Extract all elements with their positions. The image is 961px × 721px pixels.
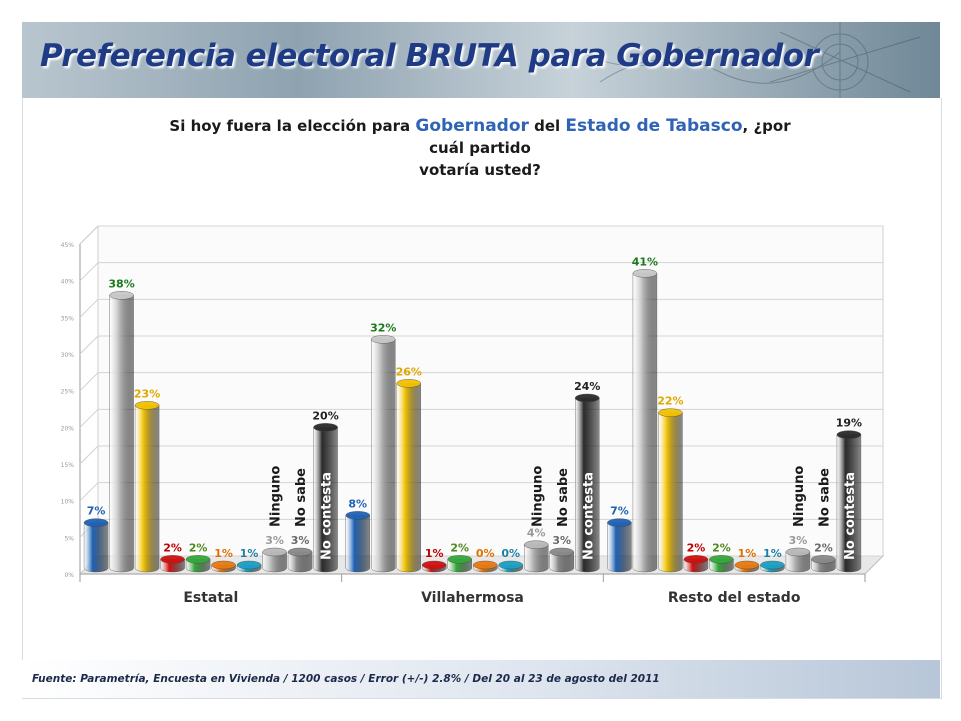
data-label: 1% <box>737 547 757 560</box>
bar-top <box>760 561 784 569</box>
bar-top <box>110 291 134 299</box>
category-label: Villahermosa <box>421 590 524 606</box>
bar-top <box>575 394 599 402</box>
series-name-label: No sabe <box>294 468 310 527</box>
gridline-depth <box>80 483 98 501</box>
data-label: 2% <box>814 541 833 555</box>
bar-top <box>811 555 835 563</box>
data-label: 7% <box>610 504 629 518</box>
bar-pri <box>633 273 657 572</box>
question-text-1: Si hoy fuera la elección para <box>169 117 416 135</box>
series-name-label: Ninguno <box>268 465 284 527</box>
bar-top <box>658 409 682 417</box>
data-label: 4% <box>526 526 546 540</box>
data-label: 20% <box>312 409 339 423</box>
series-name-label: No contesta <box>842 472 858 560</box>
data-label: 2% <box>188 541 208 555</box>
question-highlight-gobernador: Gobernador <box>415 116 529 136</box>
bar-top <box>346 511 370 519</box>
data-label: 1% <box>239 547 259 560</box>
bar-top <box>135 401 159 409</box>
bar-top <box>550 548 574 556</box>
bar-top <box>633 269 657 277</box>
bar-top <box>263 548 287 556</box>
series-name-label: No sabe <box>817 468 833 527</box>
bar-top <box>786 548 810 556</box>
data-label: 1% <box>424 547 444 560</box>
y-tick-label: 20% <box>60 425 74 433</box>
data-label: 22% <box>657 394 684 408</box>
bar-top <box>524 541 548 549</box>
data-label: 7% <box>86 504 106 518</box>
data-label: 0% <box>501 547 521 560</box>
bar-top <box>84 519 108 527</box>
bar-top <box>288 548 312 556</box>
gridline-depth <box>80 446 98 464</box>
data-label: 2% <box>686 541 706 555</box>
bar-top <box>499 561 523 569</box>
data-label: 3% <box>265 534 284 547</box>
data-label: 26% <box>395 365 422 379</box>
page-title: Preferencia electoral BRUTA para Gobernador <box>40 38 819 74</box>
bar-pan <box>84 523 108 572</box>
bar-prd <box>135 405 159 572</box>
source-note: Fuente: Parametría, Encuesta en Vivienda / 1200 casos / Error (+/-) 2.8% / Del 20 al 23 de agosto del 2011 <box>32 673 660 685</box>
bar-top <box>422 561 446 569</box>
bar-prd <box>397 383 421 572</box>
data-label: 1% <box>763 547 782 560</box>
bar-top <box>735 561 759 569</box>
y-tick-label: 30% <box>60 352 74 359</box>
data-label: 3% <box>290 534 310 547</box>
series-name-label: Ninguno <box>530 465 546 527</box>
data-label: 24% <box>574 380 601 393</box>
bar-top <box>212 561 236 569</box>
data-label: 41% <box>631 255 659 269</box>
gridline-depth <box>80 263 98 281</box>
y-tick-label: 15% <box>60 462 74 469</box>
series-name-label: No contesta <box>319 472 335 560</box>
series-name-label: No sabe <box>555 468 571 527</box>
category-label: Resto del estado <box>667 590 801 606</box>
bar-top <box>186 555 210 563</box>
series-name-label: No contesta <box>581 472 597 560</box>
bar-prd <box>658 413 682 572</box>
data-label: 38% <box>108 277 135 291</box>
bar-top <box>371 335 395 343</box>
bar-top <box>607 519 631 527</box>
gridline-depth <box>80 409 98 427</box>
gridline-depth <box>80 336 98 354</box>
data-label: 8% <box>348 497 368 511</box>
data-label: 1% <box>214 547 233 560</box>
series-name-label: Ninguno <box>791 465 807 527</box>
bar-pan <box>346 515 370 572</box>
question-text-4: votaría usted? <box>419 161 541 179</box>
data-label: 32% <box>370 321 397 335</box>
bar-top <box>684 555 708 563</box>
data-label: 2% <box>712 541 731 555</box>
bar-pri <box>110 295 134 572</box>
y-tick-label: 35% <box>60 315 74 323</box>
y-tick-label: 40% <box>60 278 74 286</box>
data-label: 23% <box>133 387 161 401</box>
bar-top <box>314 423 338 431</box>
data-label: 3% <box>552 534 572 547</box>
bar-pri <box>371 339 395 572</box>
y-tick-label: 0% <box>64 572 74 579</box>
survey-question <box>150 115 810 181</box>
gridline-depth <box>80 373 98 391</box>
data-label: 19% <box>835 416 863 430</box>
category-label: Estatal <box>183 590 239 606</box>
bar-pan <box>607 523 631 572</box>
bar-top <box>709 555 733 563</box>
data-label: 0% <box>475 547 495 560</box>
question-highlight-estado: Estado de Tabasco <box>565 116 743 136</box>
bar-top <box>397 379 421 387</box>
bar-chart <box>40 222 910 622</box>
bar-top <box>161 555 185 563</box>
y-tick-label: 5% <box>64 535 74 543</box>
gridline-depth <box>80 226 98 244</box>
question-text-3: , ¿por cuál partido <box>429 117 791 157</box>
y-tick-label: 45% <box>60 242 74 249</box>
data-label: 2% <box>450 541 470 555</box>
y-tick-label: 10% <box>60 498 74 506</box>
data-label: 3% <box>788 534 808 547</box>
question-text-2: del <box>528 117 566 135</box>
y-tick-label: 25% <box>60 388 74 396</box>
gridline-depth <box>80 299 98 317</box>
chart-back-wall <box>98 226 883 556</box>
bar-top <box>837 431 861 439</box>
bar-top <box>448 555 472 563</box>
bar-top <box>237 561 261 569</box>
data-label: 2% <box>163 541 182 555</box>
bar-top <box>473 561 497 569</box>
